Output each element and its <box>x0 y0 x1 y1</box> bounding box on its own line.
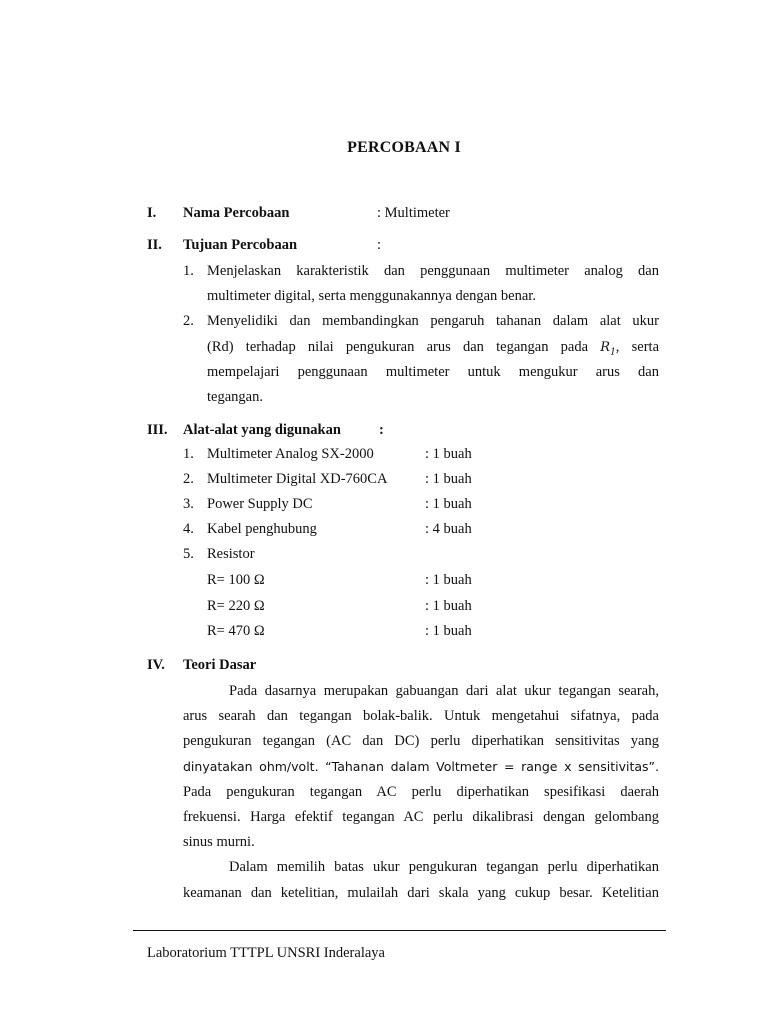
section-3-colon: : <box>379 422 384 438</box>
goal-2-line-2-text: (Rd) terhadap nilai pengukuran arus dan tegangan pada <box>207 339 589 355</box>
resistor-100-name: R= 100 Ω <box>207 572 265 588</box>
goal-2-line-3: mempelajari penggunaan multimeter untuk mengukur arus dan <box>207 364 659 380</box>
page-title: PERCOBAAN I <box>347 139 461 156</box>
tool-4-number: 4. <box>183 521 194 537</box>
section-2-colon: : <box>377 237 382 253</box>
tool-2-qty: : 1 buah <box>425 471 472 487</box>
page-footer: Laboratorium TTTPL UNSRI Inderalaya <box>147 945 385 961</box>
resistor-220-name: R= 220 Ω <box>207 598 265 614</box>
tool-4-qty: : 4 buah <box>425 521 472 537</box>
theory-p1-line-4-quote: “Tahanan dalam Voltmeter = range x sensitivitas”. <box>318 759 659 774</box>
section-3-number: III. <box>147 422 168 438</box>
theory-p1-line-5: Pada pengukuran tegangan AC perlu diperhatikan spesifikasi daerah <box>183 784 659 800</box>
section-1-value: : Multimeter <box>377 205 450 221</box>
resistor-220-qty: : 1 buah <box>425 598 472 614</box>
theory-p1-line-4-pre: dinyatakan ohm/volt. <box>183 759 319 774</box>
tool-3-name: Power Supply DC <box>207 496 313 512</box>
section-4-number: IV. <box>147 657 165 673</box>
section-2-number: II. <box>147 237 162 253</box>
tool-3-number: 3. <box>183 496 194 512</box>
section-4-label: Teori Dasar <box>183 657 257 673</box>
theory-p2-line-2: keamanan dan ketelitian, mulailah dari skala yang cukup besar. Ketelitian <box>183 885 659 901</box>
theory-p1-line-1: Pada dasarnya merupakan gabuangan dari alat ukur tegangan searah, <box>229 683 659 699</box>
section-1-label: Nama Percobaan <box>183 205 290 221</box>
resistor-470-name: R= 470 Ω <box>207 623 265 639</box>
resistor-470-qty: : 1 buah <box>425 623 472 639</box>
goal-2-line-2 <box>207 337 659 363</box>
tool-2-name: Multimeter Digital XD-760CA <box>207 471 388 487</box>
tool-5-number: 5. <box>183 546 194 562</box>
footer-divider <box>133 930 666 931</box>
resistor-100-qty: : 1 buah <box>425 572 472 588</box>
theory-p1-line-4 <box>183 757 659 777</box>
tool-1-qty: : 1 buah <box>425 446 472 462</box>
tool-4-name: Kabel penghubung <box>207 521 317 537</box>
goal-1-number: 1. <box>183 263 194 279</box>
goal-2-number: 2. <box>183 313 194 329</box>
theory-p1-line-3: pengukuran tegangan (AC dan DC) perlu diperhatikan sensitivitas yang <box>183 733 659 749</box>
tool-5-name: Resistor <box>207 546 255 562</box>
section-1-number: I. <box>147 205 157 221</box>
r1-symbol: $R_1$, serta <box>600 339 660 358</box>
theory-p1-line-6: frekuensi. Harga efektif tegangan AC perlu dikalibrasi dengan gelombang <box>183 809 659 825</box>
section-3-label: Alat-alat yang digunakan <box>183 422 341 438</box>
tool-1-name: Multimeter Analog SX-2000 <box>207 446 374 462</box>
theory-p1-line-7: sinus murni. <box>183 834 255 850</box>
goal-2-line-1: Menyelidiki dan membandingkan pengaruh tahanan dalam alat ukur <box>207 313 659 329</box>
section-2-label: Tujuan Percobaan <box>183 237 298 253</box>
goal-1-line-2: multimeter digital, serta menggunakannya dengan benar. <box>207 288 536 304</box>
tool-1-number: 1. <box>183 446 194 462</box>
goal-2-line-4: tegangan. <box>207 389 263 405</box>
theory-p2-line-1: Dalam memilih batas ukur pengukuran tegangan perlu diperhatikan <box>229 859 659 875</box>
tool-2-number: 2. <box>183 471 194 487</box>
theory-p1-line-2: arus searah dan tegangan bolak-balik. Untuk mengetahui sifatnya, pada <box>183 708 659 724</box>
goal-1-line-1: Menjelaskan karakteristik dan penggunaan multimeter analog dan <box>207 263 659 279</box>
tool-3-qty: : 1 buah <box>425 496 472 512</box>
